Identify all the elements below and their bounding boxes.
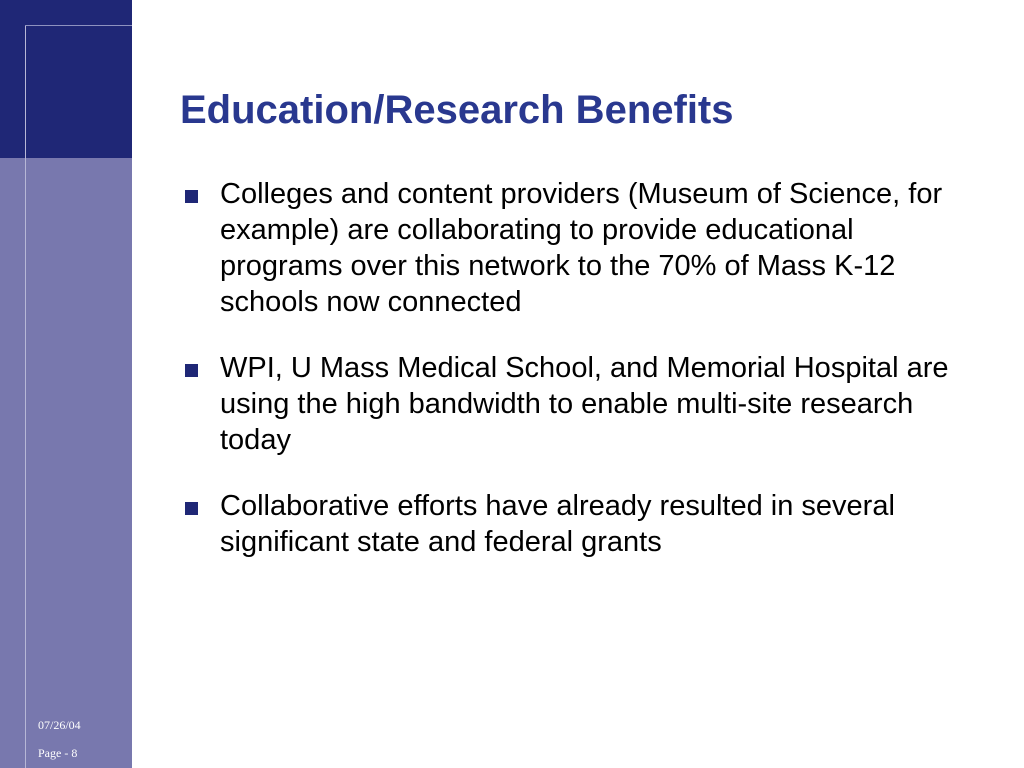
sidebar-frame-line-horizontal [25, 25, 132, 26]
bullet-item [183, 488, 983, 560]
square-bullet-icon [185, 502, 198, 515]
footer-date: 07/26/04 [38, 718, 81, 732]
bullet-text: Collaborative efforts have already resulted in several significant state and federal grants [220, 490, 895, 558]
bullet-item [183, 350, 983, 458]
bullet-item [183, 176, 983, 320]
bullet-list [183, 176, 983, 590]
square-bullet-icon [185, 190, 198, 203]
sidebar-top-panel [0, 0, 132, 158]
square-bullet-icon [185, 364, 198, 377]
sidebar-bottom-panel [0, 158, 132, 768]
footer-page-number: Page - 8 [38, 746, 78, 760]
bullet-text: WPI, U Mass Medical School, and Memorial Hospital are using the high bandwidth to enable multi-site research today [220, 352, 949, 456]
sidebar-frame-line-vertical [25, 25, 26, 768]
bullet-text: Colleges and content providers (Museum of Science, for example) are collaborating to provide educational programs over this network to the 70% of Mass K-12 schools now connected [220, 178, 943, 318]
slide-title: Education/Research Benefits [180, 88, 734, 132]
